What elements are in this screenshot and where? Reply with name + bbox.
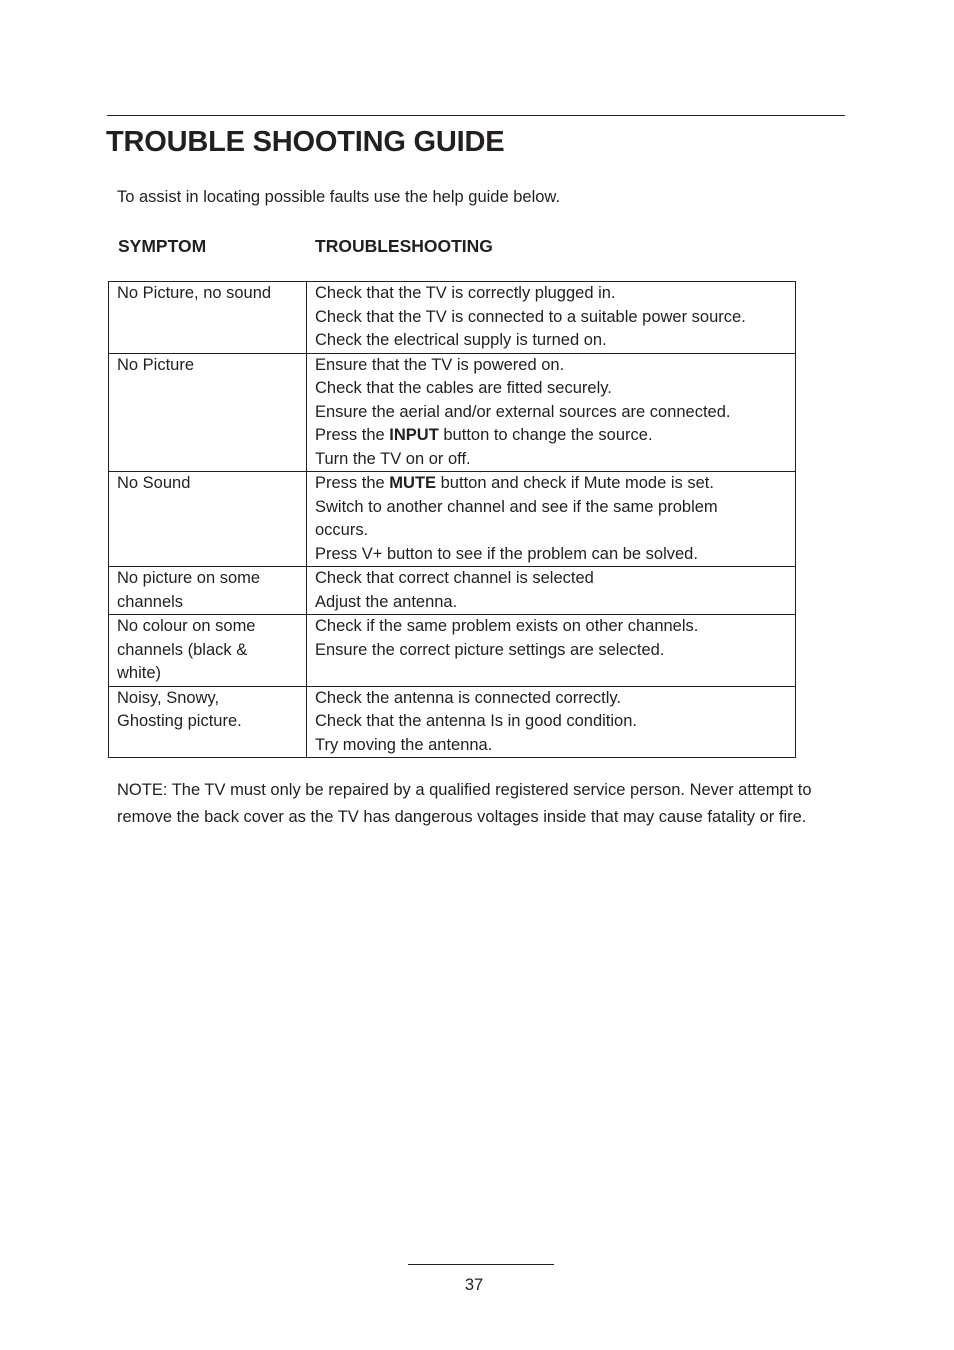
troubleshooting-step: Check that correct channel is selected	[315, 569, 594, 587]
table-row	[109, 567, 796, 615]
button-name: MUTE	[389, 474, 437, 492]
step-text: Press the	[315, 474, 390, 492]
troubleshooting-step: Check that the TV is connected to a suitable power source.	[315, 307, 746, 326]
troubleshooting-cell	[307, 353, 796, 472]
troubleshooting-step: Check that the TV is correctly plugged in.	[315, 284, 616, 302]
page-number: 37	[464, 1276, 484, 1294]
button-name: INPUT	[389, 426, 439, 444]
symptom-text: No Picture	[117, 355, 195, 374]
troubleshooting-step: Adjust the antenna.	[315, 592, 458, 611]
table-row	[109, 615, 796, 687]
troubleshooting-step: occurs.	[315, 521, 369, 539]
symptom-cell	[109, 353, 307, 472]
troubleshooting-column-header: TROUBLESHOOTING	[315, 236, 493, 256]
intro-text: To assist in locating possible faults use the help guide below.	[117, 188, 561, 206]
troubleshooting-step: Check if the same problem exists on other channels.	[315, 617, 699, 635]
symptom-cell	[109, 567, 307, 615]
safety-note: NOTE: The TV must only be repaired by a qualified registered service person. Never attempt to remove the back cover as the TV has dangerous voltages inside that may cause fatality or fire.	[117, 781, 812, 826]
troubleshooting-step: Check that the antenna Is in good condition.	[315, 712, 637, 730]
troubleshooting-step	[315, 424, 795, 448]
troubleshooting-step	[315, 472, 795, 496]
symptom-cell	[109, 282, 307, 354]
troubleshooting-step: Check the electrical supply is turned on.	[315, 331, 607, 349]
symptom-text: Noisy, Snowy,	[117, 688, 220, 707]
page-title: TROUBLE SHOOTING GUIDE	[106, 126, 505, 158]
troubleshooting-cell	[307, 686, 796, 758]
troubleshooting-cell	[307, 472, 796, 567]
step-text: button and check if Mute mode is set.	[436, 474, 714, 492]
symptom-text: Ghosting picture.	[117, 712, 242, 730]
symptom-text: white)	[117, 664, 162, 682]
table-row	[109, 686, 796, 758]
troubleshooting-cell	[307, 615, 796, 687]
symptom-cell	[109, 686, 307, 758]
step-text: Press the	[315, 426, 390, 444]
symptom-text: No colour on some	[117, 617, 256, 635]
troubleshooting-step: Check the antenna is connected correctly.	[315, 688, 622, 707]
troubleshooting-step: Turn the TV on or off.	[315, 449, 471, 468]
troubleshooting-table	[108, 281, 796, 758]
table-row	[109, 282, 796, 354]
symptom-cell	[109, 615, 307, 687]
symptom-text: No Sound	[117, 474, 191, 492]
symptom-text: channels	[117, 592, 184, 611]
troubleshooting-step: Try moving the antenna.	[315, 735, 493, 754]
step-text: button to change the source.	[438, 426, 653, 444]
symptom-text: channels (black &	[117, 640, 248, 659]
table-row	[109, 353, 796, 472]
troubleshooting-step: Switch to another channel and see if the same problem	[315, 497, 718, 516]
symptom-text: No picture on some	[117, 569, 261, 587]
troubleshooting-step: Ensure the correct picture settings are selected.	[315, 640, 665, 659]
table-row	[109, 472, 796, 567]
symptom-text: No Picture, no sound	[117, 284, 272, 302]
symptom-column-header: SYMPTOM	[118, 236, 207, 256]
troubleshooting-step: Press V+ button to see if the problem can be solved.	[315, 544, 698, 563]
top-divider	[107, 115, 845, 116]
troubleshooting-step: Ensure the aerial and/or external sources are connected.	[315, 402, 731, 421]
troubleshooting-cell	[307, 282, 796, 354]
troubleshooting-step: Ensure that the TV is powered on.	[315, 355, 565, 374]
troubleshooting-cell	[307, 567, 796, 615]
symptom-cell	[109, 472, 307, 567]
troubleshooting-step: Check that the cables are fitted securely.	[315, 379, 612, 397]
footer-divider	[408, 1264, 554, 1265]
